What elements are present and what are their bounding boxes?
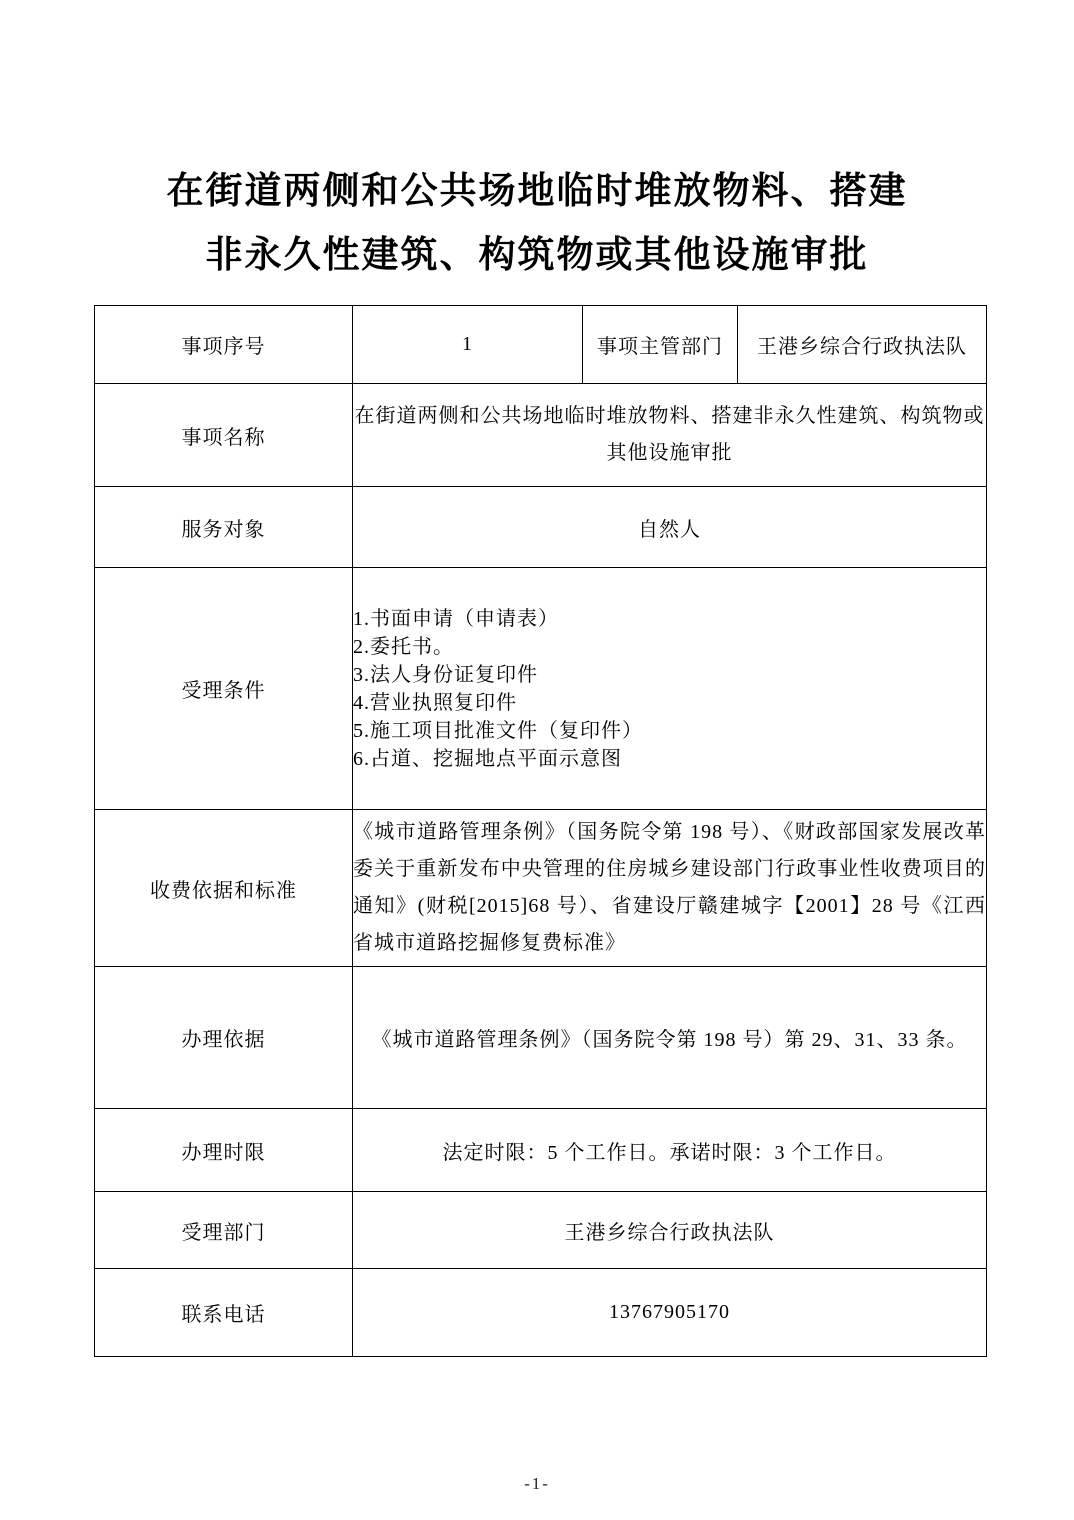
- condition-item: 6.占道、挖掘地点平面示意图: [353, 747, 622, 770]
- table-row: [95, 487, 987, 568]
- approval-info-table: [94, 305, 987, 1357]
- table-row: [95, 568, 987, 810]
- value-item-number: 1: [353, 306, 583, 384]
- value-supervising-department: 王港乡综合行政执法队: [738, 306, 987, 384]
- label-contact-phone: 联系电话: [95, 1269, 353, 1357]
- value-handling-time-limit: 法定时限：5 个工作日。承诺时限：3 个工作日。: [353, 1109, 987, 1192]
- condition-item: 3.法人身份证复印件: [353, 663, 538, 686]
- condition-item: 2.委托书。: [353, 635, 454, 658]
- document-title: [0, 160, 1074, 288]
- label-item-number: 事项序号: [95, 306, 353, 384]
- value-fee-basis: 《城市道路管理条例》（国务院令第 198 号）、《财政部国家发展改革委关于重新发布中央管理的住房城乡建设部门行政事业性收费项目的通知》(财税[2015]68 号）、省建设厅赣建城字【2001】28 号《江西省城市道路挖掘修复费标准》: [353, 810, 987, 967]
- table-row: [95, 306, 987, 384]
- condition-item: 4.营业执照复印件: [353, 691, 517, 714]
- table-row: [95, 384, 987, 487]
- title-line-2: 非永久性建筑、构筑物或其他设施审批: [205, 235, 869, 276]
- title-line-1: 在街道两侧和公共场地临时堆放物料、搭建: [166, 171, 908, 212]
- label-item-name: 事项名称: [95, 384, 353, 487]
- value-contact-phone: 13767905170: [353, 1269, 987, 1357]
- label-acceptance-conditions: 受理条件: [95, 568, 353, 810]
- label-supervising-department: 事项主管部门: [583, 306, 738, 384]
- table-row: [95, 967, 987, 1109]
- value-accepting-department: 王港乡综合行政执法队: [353, 1192, 987, 1269]
- label-accepting-department: 受理部门: [95, 1192, 353, 1269]
- table-row: [95, 1109, 987, 1192]
- value-acceptance-conditions: [353, 568, 987, 810]
- table-row: [95, 1192, 987, 1269]
- label-service-target: 服务对象: [95, 487, 353, 568]
- table-row: [95, 810, 987, 967]
- page-number: -1-: [524, 1474, 550, 1493]
- condition-item: 5.施工项目批准文件（复印件）: [353, 719, 643, 742]
- table-row: [95, 1269, 987, 1357]
- value-service-target: 自然人: [353, 487, 987, 568]
- label-handling-time-limit: 办理时限: [95, 1109, 353, 1192]
- label-handling-basis: 办理依据: [95, 967, 353, 1109]
- value-handling-basis: 《城市道路管理条例》（国务院令第 198 号）第 29、31、33 条。: [353, 967, 987, 1109]
- label-fee-basis: 收费依据和标准: [95, 810, 353, 967]
- value-item-name: 在街道两侧和公共场地临时堆放物料、搭建非永久性建筑、构筑物或其他设施审批: [353, 384, 987, 487]
- condition-item: 1.书面申请（申请表）: [353, 607, 559, 630]
